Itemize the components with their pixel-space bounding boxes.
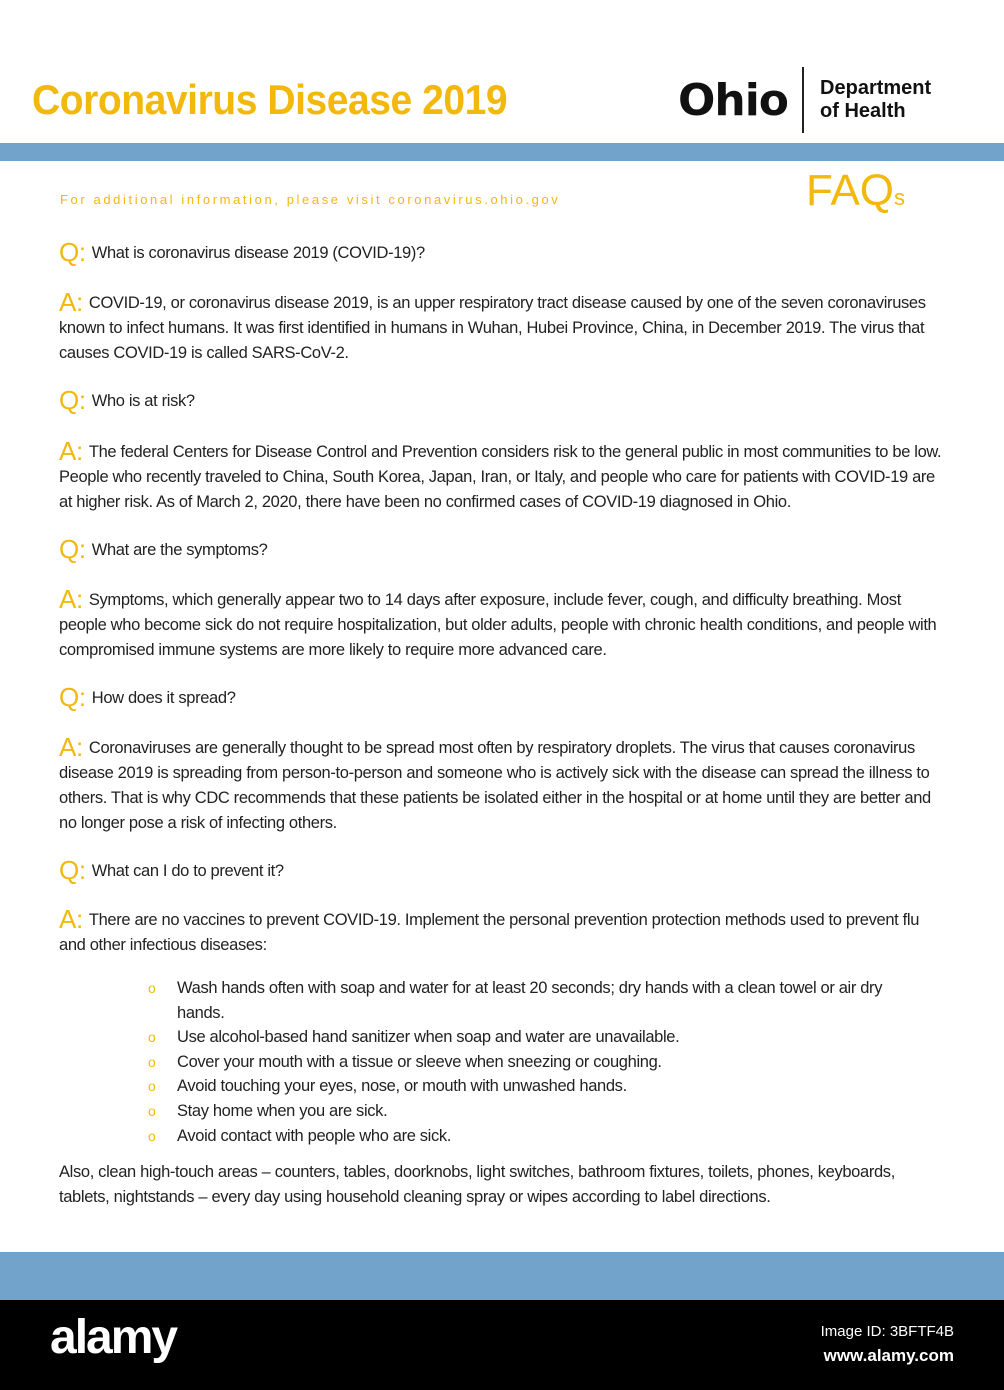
answer-2 xyxy=(59,436,949,515)
question-text: What are the symptoms? xyxy=(91,541,268,559)
bullet-icon: o xyxy=(148,980,156,996)
list-item xyxy=(148,1025,918,1050)
logo-word: Ohio xyxy=(678,74,789,126)
bullet-icon: o xyxy=(148,1078,156,1095)
question-text: What can I do to prevent it? xyxy=(91,862,284,880)
question-text: What is coronavirus disease 2019 (COVID-19)? xyxy=(91,244,425,262)
a-marker: A: xyxy=(59,436,83,466)
logo-divider xyxy=(802,67,804,133)
answer-text: COVID-19, or coronavirus disease 2019, is an upper respiratory tract disease caused by one of the seven coronaviruses known to infect humans. It was first identified in humans in Wuhan, Hubei Province, China, in December 2019. The virus that causes COVID-19 is called SARS-CoV-2. xyxy=(59,294,926,362)
answer-4 xyxy=(59,732,949,836)
question-text: Who is at risk? xyxy=(91,392,195,410)
list-item-text: Wash hands often with soap and water for at least 20 seconds; dry hands with a clean towel or air dry hands. xyxy=(177,979,883,1022)
closing-paragraph: Also, clean high-touch areas – counters, tables, doorknobs, light switches, bathroom fixtures, toilets, phones, keyboards, tablets, nightstands – every day using household cleaning spray or wipes according to label directions. xyxy=(59,1163,895,1206)
list-item xyxy=(148,1050,918,1075)
question-3 xyxy=(59,534,949,564)
list-item-text: Avoid touching your eyes, nose, or mouth with unwashed hands. xyxy=(177,1077,627,1096)
alamy-logo: alamy xyxy=(50,1311,177,1364)
q-marker: Q: xyxy=(59,534,86,564)
question-2 xyxy=(59,385,949,415)
header-bar xyxy=(0,143,1004,161)
answer-text: There are no vaccines to prevent COVID-19. Implement the personal prevention protection methods used to prevent flu and other infectious diseases: xyxy=(59,911,920,954)
q-marker: Q: xyxy=(59,855,86,885)
answer-1 xyxy=(59,287,949,366)
ohio-department-of-health-logo xyxy=(678,66,931,134)
list-item-text: Cover your mouth with a tissue or sleeve when sneezing or coughing. xyxy=(177,1052,662,1071)
answer-text: Coronaviruses are generally thought to be spread most often by respiratory droplets. The virus that causes coronavirus disease 2019 is spreading from person-to-person and someone who is actively sick with the disease can spread the illness to others. That is why CDC recommends that these patients be isolated either in the hospital or at home until they are better and no longer pose a risk of infecting others. xyxy=(59,739,931,832)
image-id: Image ID: 3BFTF4B xyxy=(820,1323,954,1340)
bullet-icon: o xyxy=(148,1029,156,1046)
question-5 xyxy=(59,855,949,885)
answer-5 xyxy=(59,904,949,958)
a-marker: A: xyxy=(59,904,83,934)
answer-3 xyxy=(59,584,949,663)
footer-bar xyxy=(0,1252,1004,1300)
q-marker: Q: xyxy=(59,385,86,415)
logo-dept-line2: of Health xyxy=(820,100,906,122)
question-text: How does it spread? xyxy=(91,689,236,707)
list-item xyxy=(148,1099,918,1124)
list-item xyxy=(148,1124,918,1149)
q-marker: Q: xyxy=(59,682,86,712)
a-marker: A: xyxy=(59,732,83,762)
faqs-suffix: s xyxy=(894,185,906,210)
a-marker: A: xyxy=(59,584,83,614)
document-title: Coronavirus Disease 2019 xyxy=(32,76,508,123)
logo-dept-line1: Department xyxy=(820,77,932,99)
logo-department xyxy=(820,77,931,123)
list-item xyxy=(148,976,918,1025)
a-marker: A: xyxy=(59,287,83,317)
bullet-icon: o xyxy=(148,1127,156,1144)
question-1 xyxy=(59,237,949,267)
answer-text: The federal Centers for Disease Control and Prevention considers risk to the general public in most communities to be low. People who recently traveled to China, South Korea, Japan, Iran, or Italy, and people who care for patients with COVID-19 are at higher risk. As of March 2, 2020, there have been no confirmed cases of COVID-19 diagnosed in Ohio. xyxy=(59,443,942,511)
faqs-heading xyxy=(806,166,905,216)
faqs-label: FAQ xyxy=(806,166,895,215)
q-marker: Q: xyxy=(59,237,86,267)
tagline: For additional information, please visit coronavirus.ohio.gov xyxy=(60,192,561,207)
list-item-text: Stay home when you are sick. xyxy=(177,1101,388,1120)
list-item-text: Avoid contact with people who are sick. xyxy=(177,1126,452,1145)
list-item xyxy=(148,1074,918,1099)
watermark-url: www.alamy.com xyxy=(823,1346,954,1365)
answer-text: Symptoms, which generally appear two to 14 days after exposure, include fever, cough, and difficulty breathing. Most people who become sick do not require hospitalization, but older adults, people with chronic health conditions, and people with compromised immune systems are more likely to require more advanced care. xyxy=(59,591,937,659)
question-4 xyxy=(59,682,949,712)
prevention-list xyxy=(148,976,918,1148)
bullet-icon: o xyxy=(148,1053,156,1070)
list-item-text: Use alcohol-based hand sanitizer when soap and water are unavailable. xyxy=(177,1028,680,1047)
bullet-icon: o xyxy=(148,1102,156,1119)
